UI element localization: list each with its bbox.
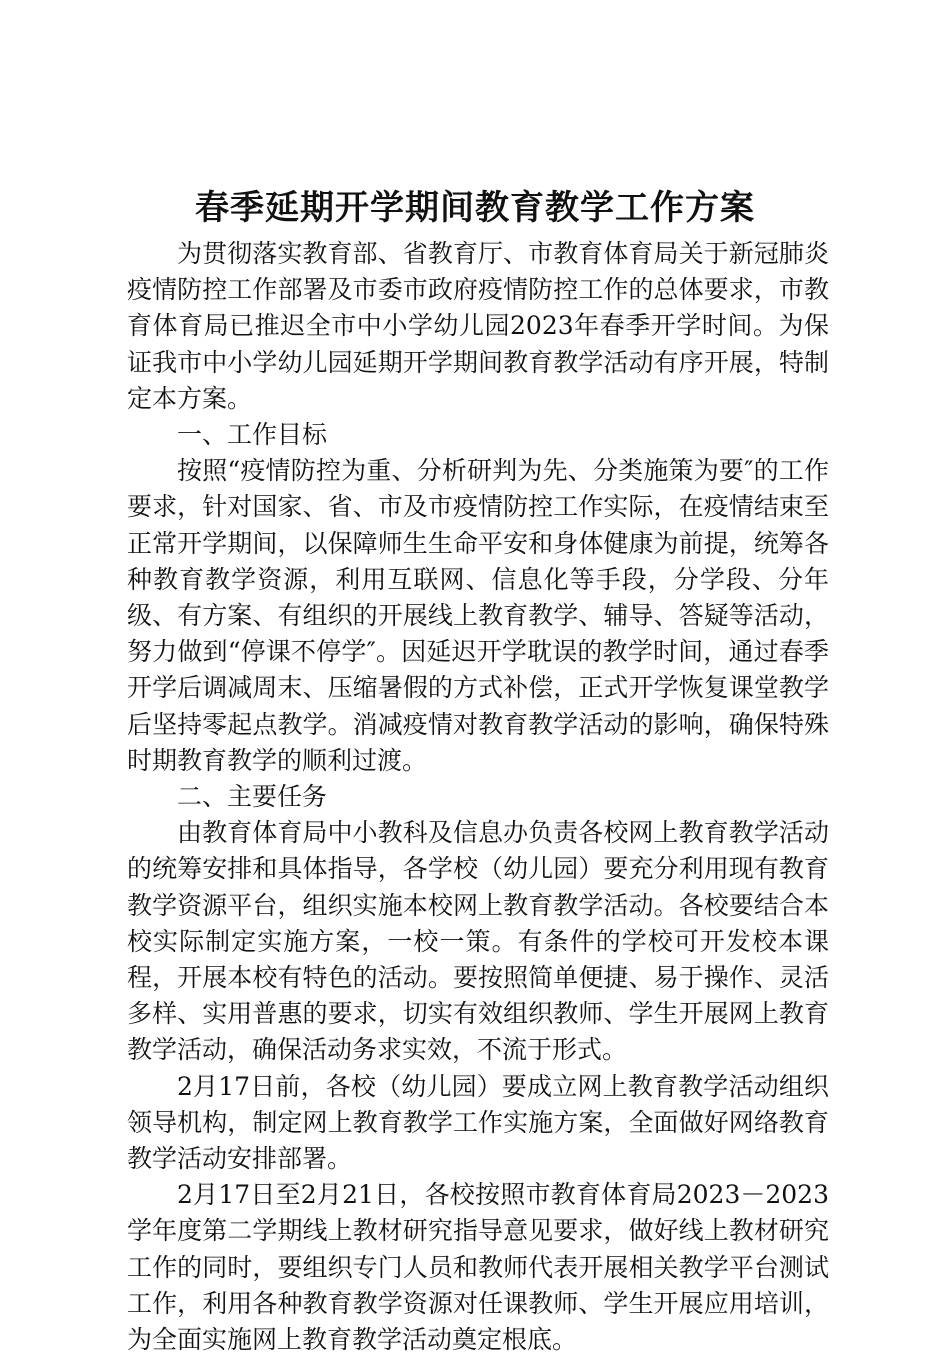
document-body [127, 236, 829, 1358]
document-title: 春季延期开学期间教育教学工作方案 [195, 188, 755, 228]
schedule-paragraph: 2月17日至2月21日，各校按照市教育体育局2023－2023学年度第二学期线上教材研究指导意见要求，做好线上教材研究工作的同时，要组织专门人员和教师代表开展相关教学平台测试工作，利用各种教育教学资源对任课教师、学生开展应用培训，为全面实施网上教育教学活动奠定根底。 [127, 1180, 829, 1355]
goals-paragraph: 按照“疫情防控为重、分析研判为先、分类施策为要″的工作要求，针对国家、省、市及市疫情防控工作实际，在疫情结束至正常开学期间，以保障师生生命平安和身体健康为前提，统筹各种教育教学资源，利用互联网、信息化等手段，分学段、分年级、有方案、有组织的开展线上教育教学、辅导、答疑等活动，努力做到“停课不停学″。因延迟开学耽误的教学时间，通过春季开学后调减周末、压缩暑假的方式补偿，正式开学恢复课堂教学后坚持零起点教学。消减疫情对教育教学活动的影响，确保特殊时期教育教学的顺利过渡。 [127, 456, 829, 775]
intro-paragraph: 为贯彻落实教育部、省教育厅、市教育体育局关于新冠肺炎疫情防控工作部署及市委市政府疫情防控工作的总体要求，市教育体育局已推迟全市中小学幼儿园2023年春季开学时间。为保证我市中小学幼儿园延期开学期间教育教学活动有序开展，特制定本方案。 [127, 239, 829, 413]
deadline-paragraph: 2月17日前，各校（幼儿园）要成立网上教育教学活动组织领导机构，制定网上教育教学工作实施方案，全面做好网络教育教学活动安排部署。 [127, 1071, 829, 1174]
section-heading-tasks: 二、主要任务 [177, 782, 328, 812]
section-heading-goals: 一、工作目标 [177, 420, 328, 450]
tasks-paragraph: 由教育体育局中小教科及信息办负责各校网上教育教学活动的统筹安排和具体指导，各学校（幼儿园）要充分利用现有教育教学资源平台，组织实施本校网上教育教学活动。各校要结合本校实际制定实施方案，一校一策。有条件的学校可开发校本课程，开展本校有特色的活动。要按照简单便捷、易于操作、灵活多样、实用普惠的要求，切实有效组织教师、学生开展网上教育教学活动，确保活动务求实效，不流于形式。 [127, 818, 829, 1065]
